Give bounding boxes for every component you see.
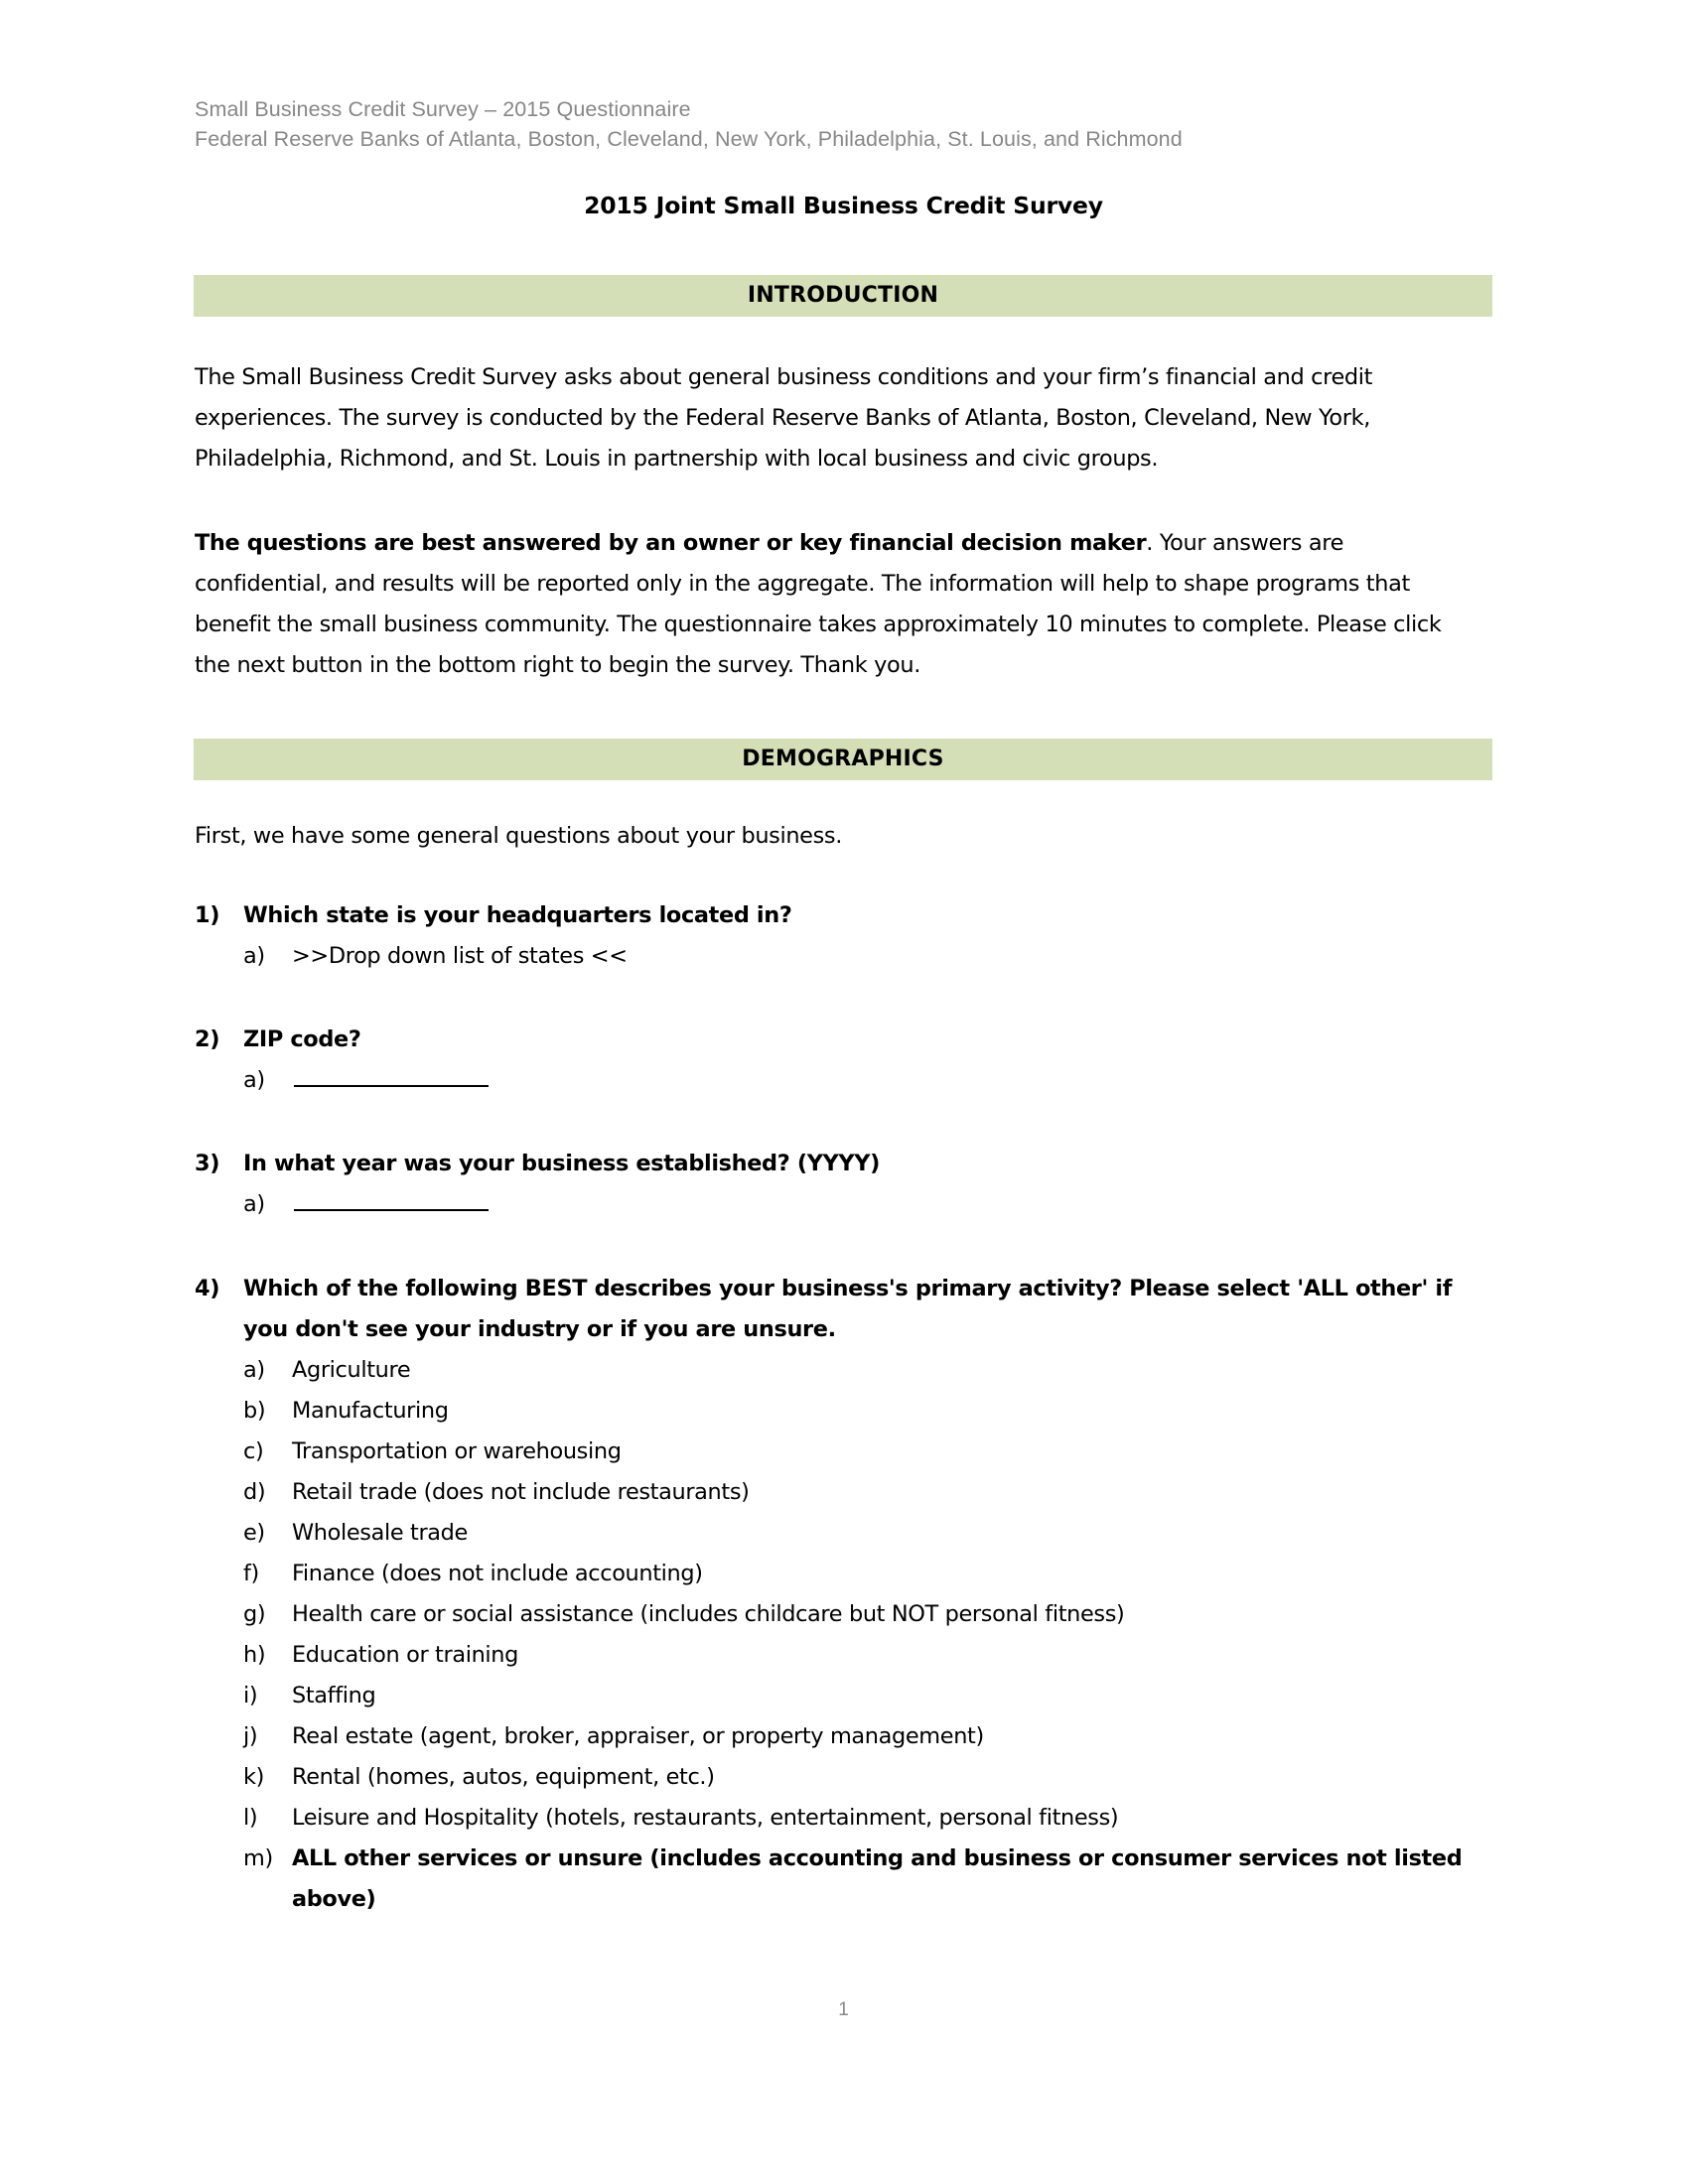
question-1 bbox=[195, 895, 1485, 977]
option-label: Staffing bbox=[292, 1683, 376, 1708]
option-marker: a) bbox=[243, 943, 265, 969]
question-3-heading bbox=[195, 1144, 1485, 1184]
question-1-heading bbox=[195, 895, 1485, 936]
option-answer-blank[interactable] bbox=[292, 1060, 1485, 1101]
question-4-option-i[interactable] bbox=[195, 1676, 1485, 1716]
question-4-option-m[interactable] bbox=[195, 1839, 1485, 1920]
question-4-option-b[interactable] bbox=[195, 1391, 1485, 1432]
option-marker: h) bbox=[243, 1642, 266, 1668]
option-label: Finance (does not include accounting) bbox=[292, 1561, 703, 1586]
option-marker: i) bbox=[243, 1683, 258, 1708]
question-3-number: 3) bbox=[195, 1151, 220, 1176]
option-marker: a) bbox=[243, 1067, 265, 1093]
question-4-option-c[interactable] bbox=[195, 1432, 1485, 1472]
option-marker: j) bbox=[243, 1723, 258, 1749]
option-marker: c) bbox=[243, 1438, 264, 1464]
question-4-option-f[interactable] bbox=[195, 1554, 1485, 1594]
year-established-blank-rule[interactable] bbox=[294, 1187, 489, 1211]
option-answer-blank[interactable] bbox=[292, 1184, 1485, 1225]
question-4-option-a[interactable] bbox=[195, 1350, 1485, 1391]
section-heading-demographics: DEMOGRAPHICS bbox=[194, 739, 1492, 780]
option-label: Health care or social assistance (includes childcare but NOT personal fitness) bbox=[292, 1601, 1125, 1627]
question-2-text: ZIP code? bbox=[243, 1026, 361, 1052]
question-4-option-h[interactable] bbox=[195, 1635, 1485, 1676]
question-2-options bbox=[195, 1060, 1485, 1101]
question-4-heading bbox=[195, 1269, 1485, 1350]
question-4-option-l[interactable] bbox=[195, 1798, 1485, 1839]
question-4-option-j[interactable] bbox=[195, 1716, 1485, 1757]
running-header-line-2: Federal Reserve Banks of Atlanta, Boston, Cleveland, New York, Philadelphia, St. Louis, and Richmond bbox=[195, 127, 1183, 151]
question-3-options bbox=[195, 1184, 1485, 1225]
option-marker: a) bbox=[243, 1357, 265, 1383]
option-marker: k) bbox=[243, 1764, 265, 1790]
question-4 bbox=[195, 1269, 1485, 1920]
option-marker: b) bbox=[243, 1398, 266, 1424]
introduction-paragraph-1: The Small Business Credit Survey asks about general business conditions and your firm’s financial and credit experiences. The survey is conducted by the Federal Reserve Banks of Atlanta, Boston, Cleveland, New York, Philadelphia, Richmond, and St. Louis in partnership with local business and civic groups. bbox=[195, 364, 1373, 472]
question-4-options bbox=[195, 1350, 1485, 1920]
zip-code-blank-rule[interactable] bbox=[294, 1063, 489, 1087]
question-1-option-a[interactable] bbox=[195, 936, 1485, 977]
section-heading-introduction: INTRODUCTION bbox=[194, 275, 1492, 317]
question-2-heading bbox=[195, 1020, 1485, 1060]
option-label: Rental (homes, autos, equipment, etc.) bbox=[292, 1764, 715, 1790]
option-label: Real estate (agent, broker, appraiser, or property management) bbox=[292, 1723, 984, 1749]
option-label: Agriculture bbox=[292, 1357, 411, 1383]
introduction-paragraph-2-rest: . Your answers are confidential, and results will be reported only in the aggregate. The information will help to shape programs that benefit the small business community. The questionnaire takes approximately 10 minutes to complete. Please click the next button in the bottom right to begin the survey. Thank you. bbox=[195, 530, 1442, 678]
page-number: 1 bbox=[838, 1999, 849, 2020]
running-header-line-1: Small Business Credit Survey – 2015 Questionnaire bbox=[195, 97, 691, 121]
question-4-option-k[interactable] bbox=[195, 1757, 1485, 1798]
option-marker: m) bbox=[243, 1845, 273, 1871]
demographics-lead-in: First, we have some general questions about your business. bbox=[195, 823, 843, 849]
question-2 bbox=[195, 1020, 1485, 1101]
option-label: Manufacturing bbox=[292, 1398, 449, 1424]
option-label: Leisure and Hospitality (hotels, restaurants, entertainment, personal fitness) bbox=[292, 1805, 1119, 1831]
question-1-number: 1) bbox=[195, 902, 220, 928]
option-label: Education or training bbox=[292, 1642, 519, 1668]
question-4-option-g[interactable] bbox=[195, 1594, 1485, 1635]
question-2-number: 2) bbox=[195, 1026, 220, 1052]
option-label: Transportation or warehousing bbox=[292, 1438, 622, 1464]
option-label: Retail trade (does not include restaurants) bbox=[292, 1479, 750, 1505]
running-header bbox=[195, 94, 1485, 154]
question-4-text: Which of the following BEST describes your business's primary activity? Please select 'ALL other' if you don't see your industry or if you are unsure. bbox=[243, 1276, 1453, 1342]
option-marker: d) bbox=[243, 1479, 266, 1505]
introduction-paragraph-2 bbox=[195, 523, 1476, 686]
question-4-option-d[interactable] bbox=[195, 1472, 1485, 1513]
question-2-option-a[interactable] bbox=[195, 1060, 1485, 1101]
question-3-text: In what year was your business established? (YYYY) bbox=[243, 1151, 881, 1176]
option-marker: e) bbox=[243, 1520, 265, 1546]
introduction-paragraph-2-bold-lead: The questions are best answered by an owner or key financial decision maker bbox=[195, 530, 1147, 556]
option-marker: l) bbox=[243, 1805, 258, 1831]
document-title: 2015 Joint Small Business Credit Survey bbox=[584, 192, 1103, 219]
question-1-text: Which state is your headquarters located in? bbox=[243, 902, 792, 928]
question-1-options bbox=[195, 936, 1485, 977]
question-3-option-a[interactable] bbox=[195, 1184, 1485, 1225]
option-label: Wholesale trade bbox=[292, 1520, 468, 1546]
option-label: >>Drop down list of states << bbox=[292, 943, 628, 969]
question-4-number: 4) bbox=[195, 1276, 220, 1301]
option-marker: g) bbox=[243, 1601, 266, 1627]
option-label: ALL other services or unsure (includes accounting and business or consumer services not listed above) bbox=[292, 1845, 1463, 1912]
option-marker: a) bbox=[243, 1191, 265, 1217]
option-marker: f) bbox=[243, 1561, 259, 1586]
question-4-option-e[interactable] bbox=[195, 1513, 1485, 1554]
question-3 bbox=[195, 1144, 1485, 1225]
